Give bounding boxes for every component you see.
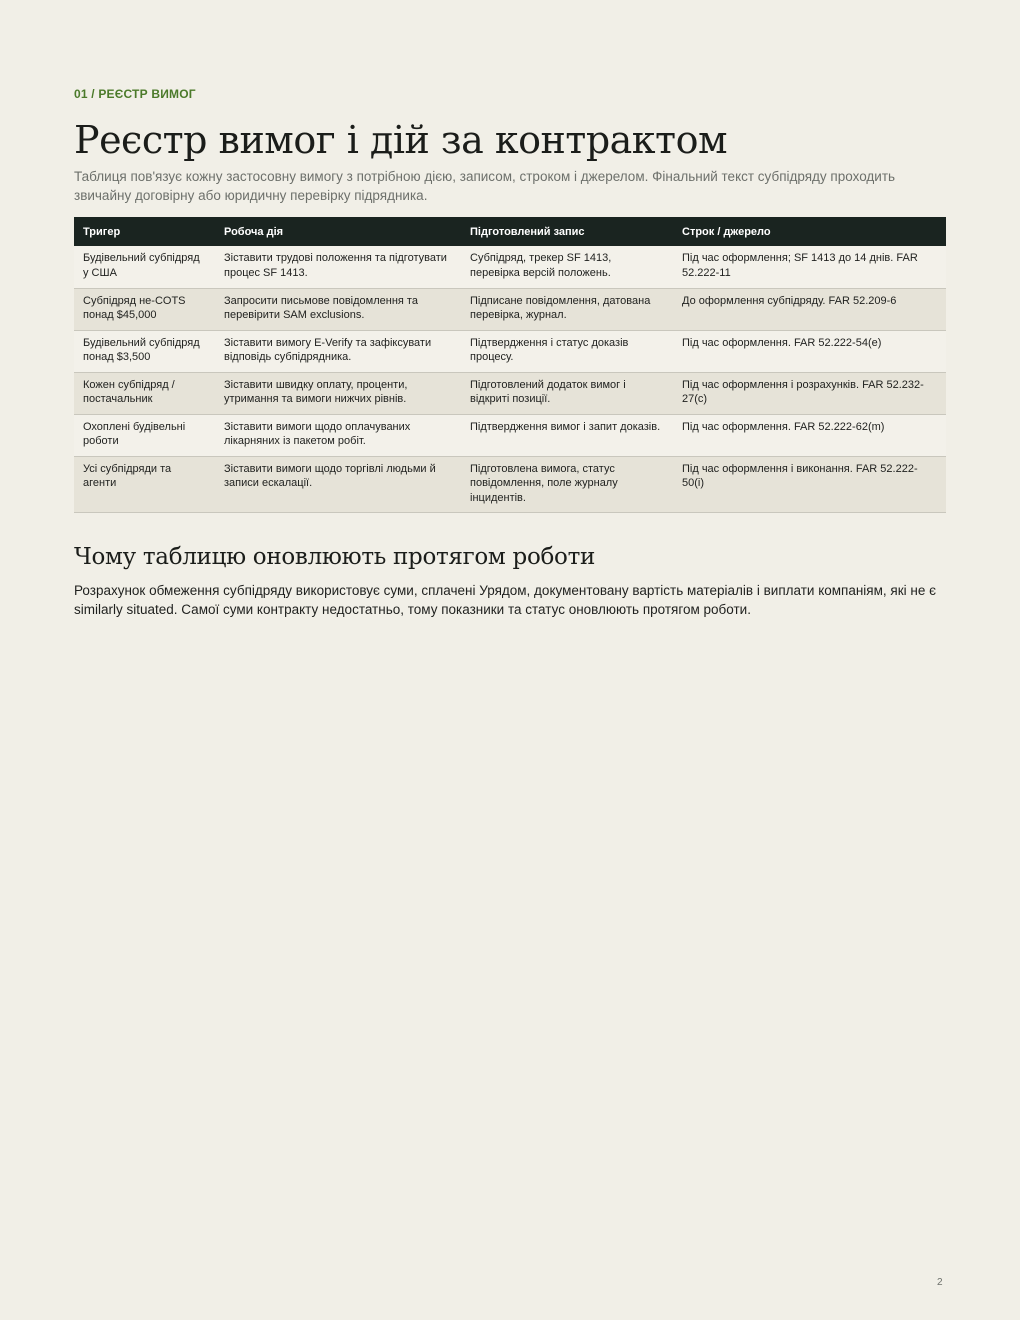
table-row xyxy=(74,288,946,330)
intro-paragraph: Таблиця пов'язує кожну застосовну вимогу з потрібною дією, записом, строком і джерелом. Фінальний текст субпідряду проходить звичайну договірну або юридичну перевірку підрядника. xyxy=(74,169,896,203)
section-body: Розрахунок обмеження субпідряду використовує суми, сплачені Урядом, документовану вартість матеріалів і виплати компаніям, які не є similarly situated. Самої суми контракту недостатньо, тому показники та статус оновлюють протягом роботи. xyxy=(74,583,936,617)
table-cell: До оформлення субпідряду. FAR 52.209-6 xyxy=(673,288,946,330)
table-cell: Підготовлений додаток вимог і відкриті позиції. xyxy=(461,372,673,414)
table-cell: Усі субпідряди та агенти xyxy=(74,456,215,512)
table-cell: Зіставити трудові положення та підготувати процес SF 1413. xyxy=(215,246,461,288)
table-cell: Під час оформлення і виконання. FAR 52.222-50(i) xyxy=(673,456,946,512)
page-number: 2 xyxy=(937,1277,943,1288)
table-row xyxy=(74,456,946,512)
table-cell: Підготовлена вимога, статус повідомлення, поле журналу інцидентів. xyxy=(461,456,673,512)
table-row xyxy=(74,414,946,456)
table-cell: Під час оформлення і розрахунків. FAR 52.232-27(c) xyxy=(673,372,946,414)
column-header-deadline-source: Строк / джерело xyxy=(673,217,946,246)
table-row xyxy=(74,330,946,372)
column-header-action: Робоча дія xyxy=(215,217,461,246)
table-cell: Будівельний субпідряд у США xyxy=(74,246,215,288)
table-cell: Охоплені будівельні роботи xyxy=(74,414,215,456)
table-cell: Під час оформлення; SF 1413 до 14 днів. FAR 52.222-11 xyxy=(673,246,946,288)
page-title: Реєстр вимог і дій за контрактом xyxy=(74,118,728,162)
table-cell: Зіставити вимоги щодо оплачуваних лікарняних із пакетом робіт. xyxy=(215,414,461,456)
table-cell: Запросити письмове повідомлення та перевірити SAM exclusions. xyxy=(215,288,461,330)
requirements-table xyxy=(74,217,946,513)
table-cell: Субпідряд не-COTS понад $45,000 xyxy=(74,288,215,330)
table-cell: Підписане повідомлення, датована перевірка, журнал. xyxy=(461,288,673,330)
table-cell: Кожен субпідряд / постачальник xyxy=(74,372,215,414)
table-cell: Будівельний субпідряд понад $3,500 xyxy=(74,330,215,372)
table-cell: Підтвердження вимог і запит доказів. xyxy=(461,414,673,456)
table-row xyxy=(74,372,946,414)
table-row xyxy=(74,246,946,288)
table-cell: Під час оформлення. FAR 52.222-62(m) xyxy=(673,414,946,456)
section-heading: Чому таблицю оновлюють протягом роботи xyxy=(74,544,596,570)
table-cell: Зіставити вимоги щодо торгівлі людьми й записи ескалації. xyxy=(215,456,461,512)
table-cell: Підтвердження і статус доказів процесу. xyxy=(461,330,673,372)
column-header-record: Підготовлений запис xyxy=(461,217,673,246)
table-header-row xyxy=(74,217,946,246)
section-label: 01 / РЕЄСТР ВИМОГ xyxy=(74,87,196,101)
table-cell: Зіставити вимогу E-Verify та зафіксувати відповідь субпідрядника. xyxy=(215,330,461,372)
table-cell: Субпідряд, трекер SF 1413, перевірка версій положень. xyxy=(461,246,673,288)
table-cell: Зіставити швидку оплату, проценти, утримання та вимоги нижчих рівнів. xyxy=(215,372,461,414)
column-header-trigger: Тригер xyxy=(74,217,215,246)
table-cell: Під час оформлення. FAR 52.222-54(e) xyxy=(673,330,946,372)
